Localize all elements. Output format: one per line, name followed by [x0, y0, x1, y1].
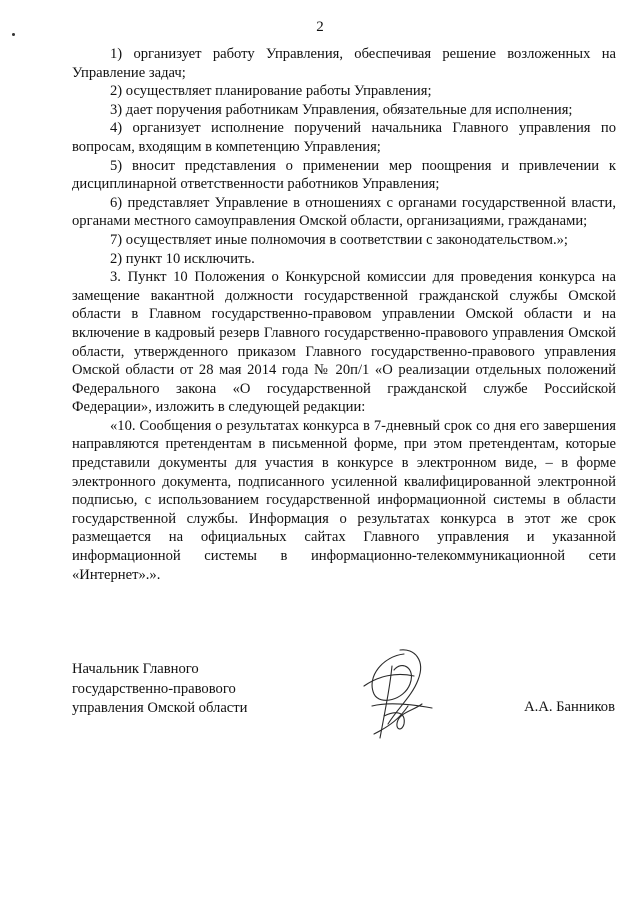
quoted-paragraph-10: «10. Сообщения о результатах конкурса в 7-дневный срок со дня его завершения направляются претендентам в письменной форме, при этом претендентам, которые представили документы для участия в конкурсе в электронном виде, – в форме электронного документа, подписанного усиленной квалифицированной электронной подписью, с использованием государственной информационной системы в области государственной службы. Информация о результатах конкурса в этот же срок размещается на официальных сайтах Главного управления и указанной информационной системы в информационно-телекоммуникационной сети «Интернет».».	[72, 417, 616, 583]
paragraph-8: 2) пункт 10 исключить.	[110, 250, 255, 267]
signatory-title-line: управления Омской области	[72, 700, 248, 716]
signatory-title-line: государственно-правового	[72, 680, 236, 697]
page-number: 2	[316, 19, 324, 35]
handwritten-signature	[344, 646, 454, 746]
paragraph-3: 3) дает поручения работникам Управления, обязательные для исполнения;	[110, 101, 573, 118]
paragraph-5: 5) вносит представления о применении мер поощрения и привлечении к дисциплинарной ответственности работников Управления;	[72, 157, 616, 193]
paragraph-4: 4) организует исполнение поручений начальника Главного управления по вопросам, входящим в компетенцию Управления;	[72, 120, 616, 155]
paragraph-7: 7) осуществляет иные полномочия в соответствии с законодательством.»;	[110, 231, 568, 248]
signatory-title-line: Начальник Главного	[72, 661, 199, 677]
signatory-name: А.А. Банников	[524, 699, 615, 715]
document-body	[72, 45, 616, 584]
paragraph-1: 1) организует работу Управления, обеспечивая решение возложенных на Управление задач;	[72, 46, 616, 81]
paragraph-9: 3. Пункт 10 Положения о Конкурсной комиссии для проведения конкурса на замещение вакантной должности государственной гражданской службы Омской области в Главном государственно-правовом управлении Омской области и на включение в кадровый резерв Главного государственно-правового управления Омской области, утвержденного приказом Главного государственно-правового управления Омской области от 28 мая 2014 года № 20п/1 «О реализации отдельных положений Федерального закона «О государственной гражданской службе Российской Федерации», изложить в следующей редакции:	[72, 269, 616, 416]
signatory-title	[72, 660, 247, 719]
paragraph-6: 6) представляет Управление в отношениях с органами государственной власти, органами местного самоуправления Омской области, организациями, гражданами;	[72, 194, 616, 230]
paragraph-2: 2) осуществляет планирование работы Управления;	[110, 83, 432, 100]
